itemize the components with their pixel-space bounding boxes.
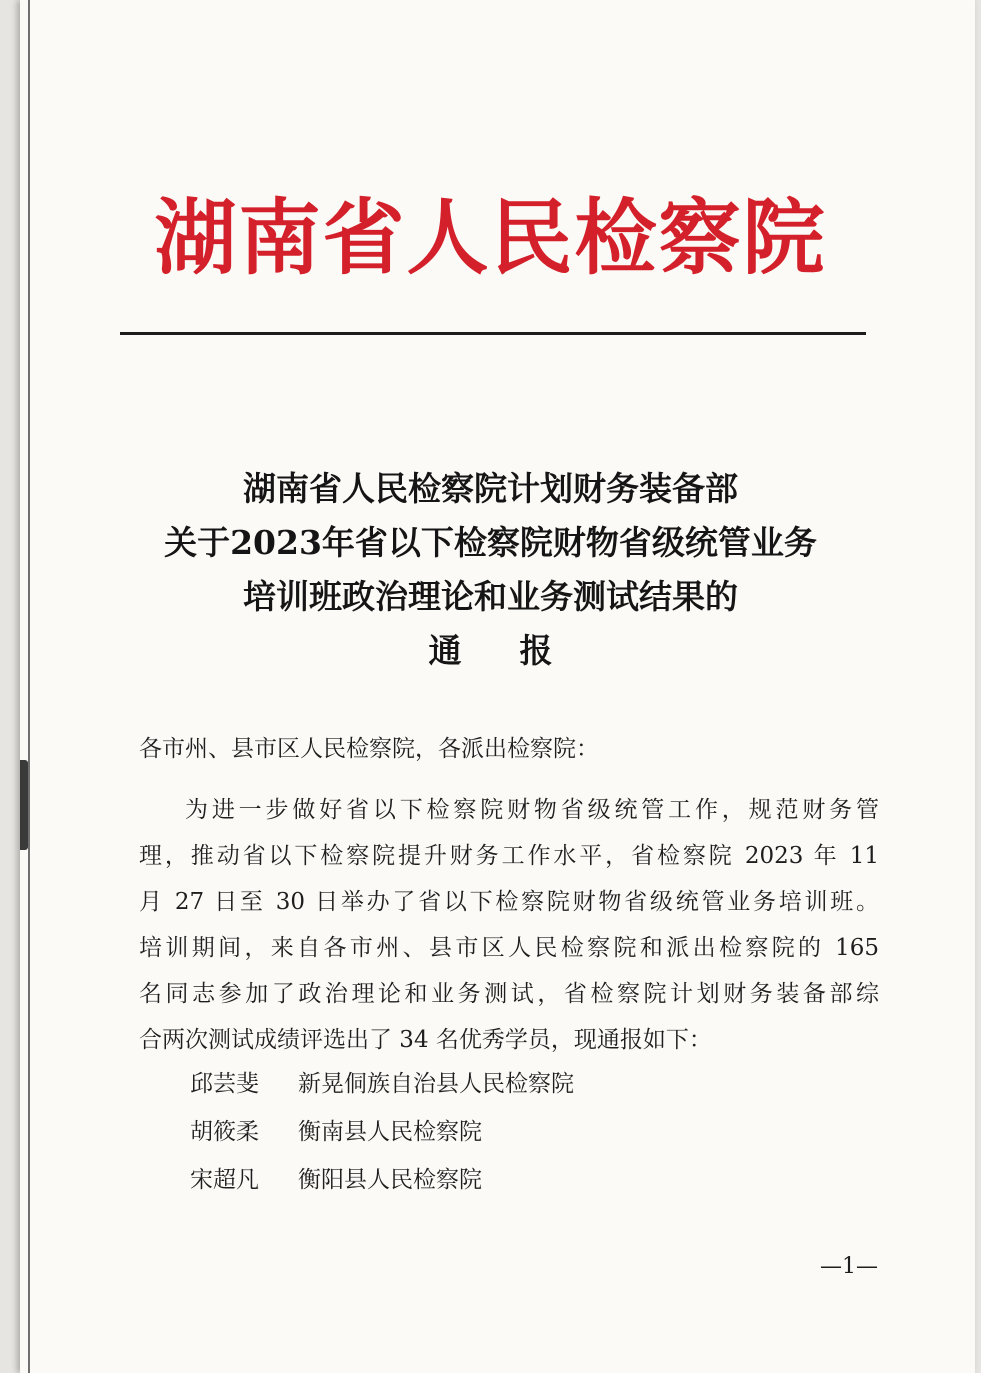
awardee-item	[190, 1156, 574, 1204]
awardee-list	[190, 1060, 574, 1204]
header-divider	[120, 332, 866, 335]
awardee-name: 宋超凡	[190, 1167, 259, 1193]
awardee-unit: 新晃侗族自治县人民检察院	[298, 1071, 574, 1097]
notice-title	[0, 462, 981, 678]
paragraph-line: 为进一步做好省以下检察院财物省级统管工作，规范财务管	[185, 797, 879, 823]
awardee-name: 邱芸斐	[190, 1071, 259, 1097]
awardee-item	[190, 1108, 574, 1156]
awardee-name: 胡筱柔	[190, 1119, 259, 1145]
paragraph-line: 培训期间，来自各市州、县市区人民检察院和派出检察院的 165	[139, 935, 879, 961]
binding-clip	[20, 760, 28, 850]
notice-title-doc-type: 通报	[428, 631, 611, 670]
paragraph-line: 名同志参加了政治理论和业务测试，省检察院计划财务装备部综	[139, 981, 879, 1007]
notice-title-line: 培训班政治理论和业务测试结果的	[243, 577, 738, 616]
notice-title-line: 关于2023年省以下检察院财物省级统管业务	[164, 523, 817, 562]
org-header-title: 湖南省人民检察院	[154, 190, 827, 286]
page-number: —1—	[820, 1254, 878, 1279]
salutation: 各市州、县市区人民检察院，各派出检察院：	[139, 736, 599, 762]
paragraph-line: 理，推动省以下检察院提升财务工作水平，省检察院 2023 年 11	[139, 843, 879, 869]
paragraph-line: 月 27 日至 30 日举办了省以下检察院财物省级统管业务培训班。	[139, 889, 879, 915]
notice-title-line: 湖南省人民检察院计划财务装备部	[243, 469, 738, 508]
awardee-unit: 衡阳县人民检察院	[298, 1167, 482, 1193]
awardee-unit: 衡南县人民检察院	[298, 1119, 482, 1145]
awardee-item	[190, 1060, 574, 1108]
paragraph-line: 合两次测试成绩评选出了 34 名优秀学员，现通报如下：	[139, 1027, 712, 1053]
body-paragraph	[139, 787, 879, 1063]
